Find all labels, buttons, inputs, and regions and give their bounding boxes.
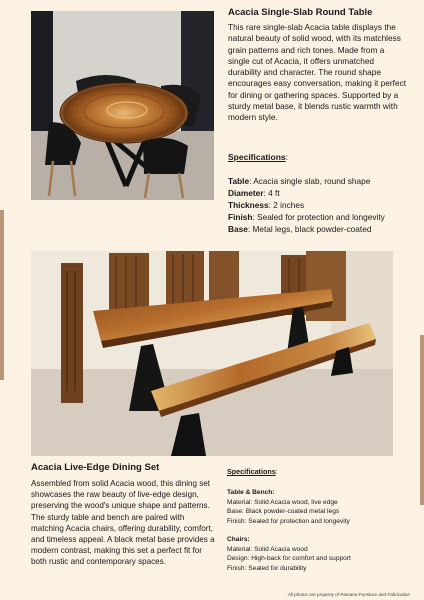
dining-set-description: Assembled from solid Acacia wood, this dining set showcases the raw beauty of live-edge design, preserving the wood's unique shape and patterns. The sturdy table and bench are paired with matching Acacia chairs, offering durability, comfort, and timeless appeal. A black metal base provides a modern contrast, making this set a perfect fit for both rustic and contemporary spaces. bbox=[31, 479, 215, 567]
spec-line: Material: Solid Acacia wood bbox=[227, 545, 308, 553]
round-table-spec-list bbox=[228, 175, 413, 235]
round-table-photo bbox=[31, 11, 214, 200]
table-bench-heading: Table & Bench: bbox=[227, 489, 275, 496]
right-accent-bar bbox=[420, 335, 424, 505]
dining-set-title: Acacia Live-Edge Dining Set bbox=[31, 462, 160, 473]
dining-set-spec-heading: Specifications: bbox=[227, 467, 278, 476]
round-table-spec-heading: Specifications: bbox=[228, 152, 289, 162]
photo-credit: All photos are property of Pamana Furniture and Fabrication bbox=[287, 592, 410, 597]
spec-row: Finish: Sealed for protection and longevity bbox=[228, 212, 385, 222]
spec-line: Finish: Sealed for durability bbox=[227, 564, 307, 572]
spec-row: Table: Acacia single slab, round shape bbox=[228, 176, 371, 186]
dining-set-photo bbox=[31, 251, 393, 456]
spec-line: Material: Solid Acacia wood, live edge bbox=[227, 498, 338, 506]
spec-line: Base: Black powder-coated metal legs bbox=[227, 508, 340, 516]
round-table-title: Acacia Single-Slab Round Table bbox=[228, 7, 373, 18]
chairs-specs bbox=[227, 535, 407, 573]
spec-line: Design: High-back for comfort and support bbox=[227, 555, 351, 563]
table-bench-specs bbox=[227, 488, 407, 526]
spec-line: Finish: Sealed for protection and longevity bbox=[227, 517, 350, 525]
spec-row: Base: Metal legs, black powder-coated bbox=[228, 224, 372, 234]
chairs-heading: Chairs: bbox=[227, 536, 250, 543]
round-table-description: This rare single-slab Acacia table displays the natural beauty of solid wood, with its matchless grain patterns and rich tones. Made from a single cut of Acacia, it offers unmatched durability and character. The round shape encourages easy conversation, making it perfect for dining or gathering spaces. Supported by a sturdy metal base, it blends rustic warmth with modern style. bbox=[228, 22, 407, 123]
spec-row: Diameter: 4 ft bbox=[228, 188, 280, 198]
left-accent-bar bbox=[0, 210, 4, 380]
spec-row: Thickness: 2 inches bbox=[228, 200, 305, 210]
